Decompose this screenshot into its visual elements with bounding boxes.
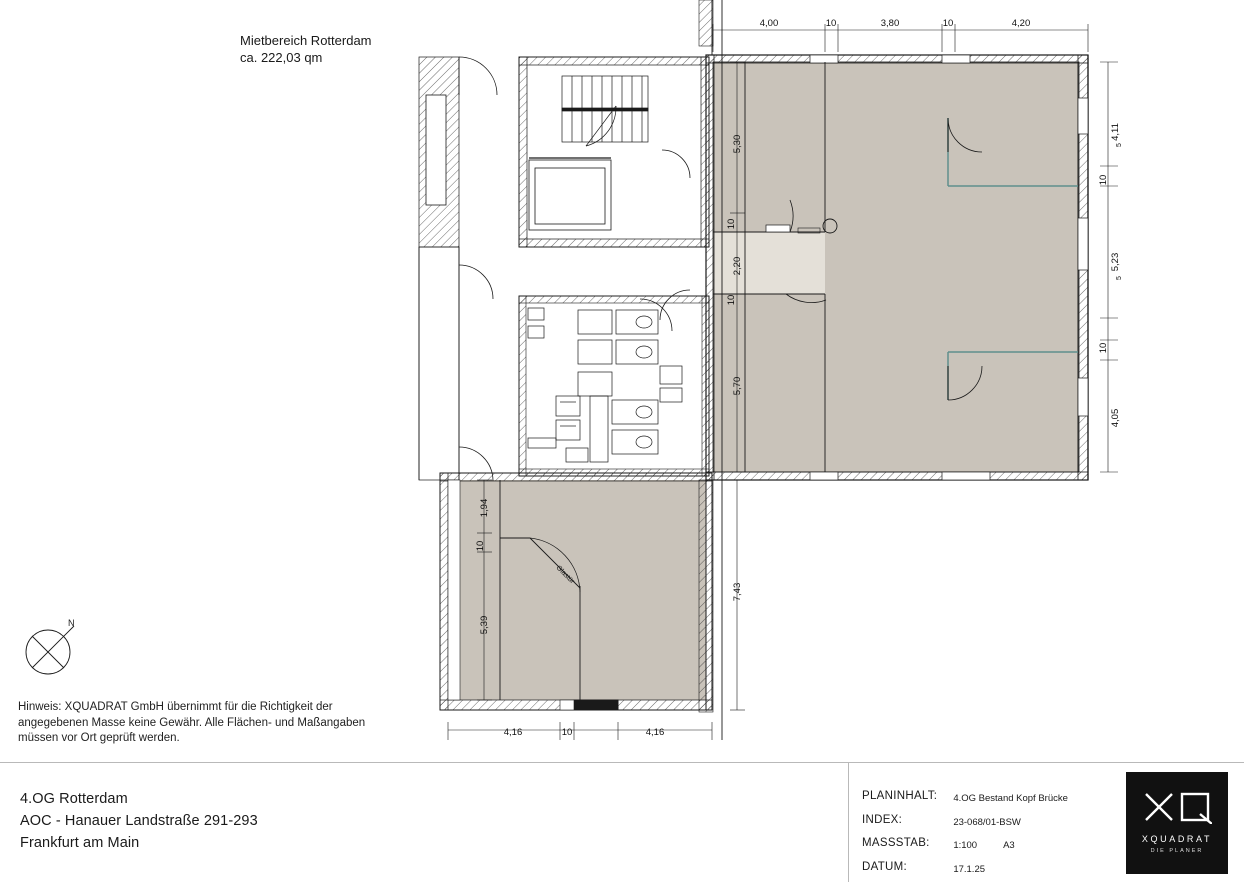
logo-tagline: DIE PLANER bbox=[1150, 848, 1204, 854]
dim-top-3: 3,80 bbox=[880, 18, 900, 29]
title-block bbox=[20, 788, 258, 854]
table-row bbox=[862, 810, 1068, 834]
dim-inner-5: 5,70 bbox=[732, 376, 743, 396]
title-address: AOC - Hanauer Landstraße 291-293 bbox=[20, 813, 258, 829]
dim-bottom-2: 10 bbox=[561, 727, 573, 738]
footer-divider bbox=[0, 762, 1244, 763]
compass-north-label: N bbox=[68, 618, 75, 628]
logo-mark-icon bbox=[1126, 790, 1228, 824]
rent-area-title: Mietbereich Rotterdam bbox=[240, 33, 372, 48]
dim-bottom-1: 4,16 bbox=[503, 727, 523, 738]
plan-info-value-format: A3 bbox=[1003, 840, 1015, 851]
dim-right-5: 4,05 bbox=[1110, 408, 1121, 428]
plan-info-value-datum: 17.1.25 bbox=[953, 863, 986, 875]
disclaimer-line-2: angegebenen Masse keine Gewähr. Alle Flächen- und Maßangaben bbox=[18, 716, 366, 729]
dim-right-1: 4,11 bbox=[1110, 123, 1121, 141]
door-label-glastuer: Glastür bbox=[554, 564, 576, 586]
plan-info-value-index: 23-068/01-BSW bbox=[953, 816, 1021, 828]
plan-info-value-massstab: 1:100 bbox=[953, 840, 978, 851]
dim-right-2: 10 bbox=[1098, 174, 1109, 186]
table-row bbox=[862, 833, 1068, 857]
dim-top-5: 4,20 bbox=[1011, 18, 1031, 29]
plan-info-key-index: INDEX: bbox=[862, 813, 903, 826]
title-floor: 4.OG Rotterdam bbox=[20, 791, 128, 807]
dim-right-3: 5,23 bbox=[1110, 252, 1121, 272]
plan-info-key-massstab: MASSSTAB: bbox=[862, 837, 930, 849]
plan-info-key-datum: DATUM: bbox=[862, 860, 908, 873]
dim-left-1: 1,94 bbox=[479, 498, 490, 518]
plan-info-key-planinhalt: PLANINHALT: bbox=[862, 790, 938, 802]
plan-info-table bbox=[862, 786, 1068, 880]
dim-top-1: 4,00 bbox=[759, 18, 779, 29]
rent-area-size: ca. 222,03 qm bbox=[240, 50, 323, 65]
plan-info-value-planinhalt: 4.OG Bestand Kopf Brücke bbox=[953, 793, 1068, 804]
logo-company-name: XQUADRAT bbox=[1141, 834, 1213, 844]
table-row bbox=[862, 786, 1068, 810]
dim-top-2: 10 bbox=[825, 18, 837, 29]
dim-middle-743: 7,43 bbox=[732, 582, 743, 602]
dim-inner-2: 10 bbox=[726, 218, 737, 230]
dim-top-4: 10 bbox=[942, 18, 954, 29]
dim-inner-4: 10 bbox=[726, 294, 737, 306]
dim-inner-1: 5,30 bbox=[732, 134, 743, 154]
footer-divider-vertical bbox=[848, 762, 849, 882]
dim-right-4: 10 bbox=[1098, 342, 1109, 354]
table-row bbox=[862, 857, 1068, 881]
dim-right-1b: 5 bbox=[1116, 143, 1123, 147]
compass-rose bbox=[12, 612, 96, 687]
disclaimer-line-1: Hinweis: XQUADRAT GmbH übernimmt für die Richtigkeit der bbox=[18, 701, 333, 713]
dim-bottom-3: 4,16 bbox=[645, 727, 665, 738]
dim-left-3: 5,39 bbox=[479, 615, 490, 635]
dim-inner-3: 2,20 bbox=[732, 256, 743, 276]
company-logo bbox=[1126, 772, 1228, 874]
dim-right-3b: 5 bbox=[1116, 276, 1123, 280]
dim-left-2: 10 bbox=[475, 540, 486, 552]
rent-area-label bbox=[240, 32, 372, 66]
disclaimer-note bbox=[18, 700, 408, 747]
disclaimer-line-3: müssen vor Ort geprüft werden. bbox=[18, 732, 180, 744]
title-city: Frankfurt am Main bbox=[20, 835, 140, 851]
